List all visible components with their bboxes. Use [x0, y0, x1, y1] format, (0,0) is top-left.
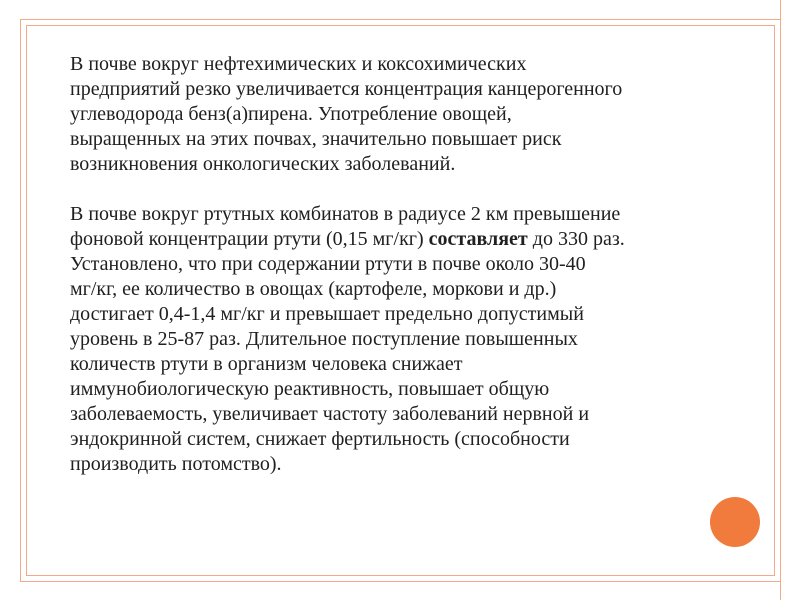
paragraph-2-bold: составляет [428, 228, 528, 250]
frame-vertical-line [780, 0, 781, 600]
paragraph-2 [70, 202, 746, 477]
bullet-text [70, 52, 746, 477]
paragraph-2-part-2: до 330 раз. Установлено, что при содержании ртути в почве около 30-40 мг/кг, ее количество в овощах (картофеле, моркови и др.) достигает 0,4-1,4 мг/кг и превышает предельно допустимый уровень в 25-87 раз. Длительное поступление повышенных количеств ртути в организм человека снижает иммунобиологическую реактивность, повышает общую заболеваемость, увеличивает частоту заболеваний нервной и эндокринной систем, снижает фертильность (способности производить потомство). [70, 228, 625, 475]
accent-circle [710, 497, 760, 547]
slide-content [46, 52, 746, 477]
paragraph-1: В почве вокруг нефтехимических и коксохимических предприятий резко увеличивается концентрация канцерогенного углеводорода бенз(а)пирена. Употребление овощей, выращенных на этих почвах, значительно повышает риск возникновения онкологических заболеваний. [70, 53, 623, 175]
bullet-icon [46, 52, 70, 53]
paragraph-spacer [70, 177, 746, 202]
paragraph-2-part-1: В почве вокруг ртутных комбинатов в радиусе 2 км превышение фоновой концентрации ртути (0,15 мг/кг) [70, 203, 621, 250]
bullet-item [46, 52, 746, 477]
